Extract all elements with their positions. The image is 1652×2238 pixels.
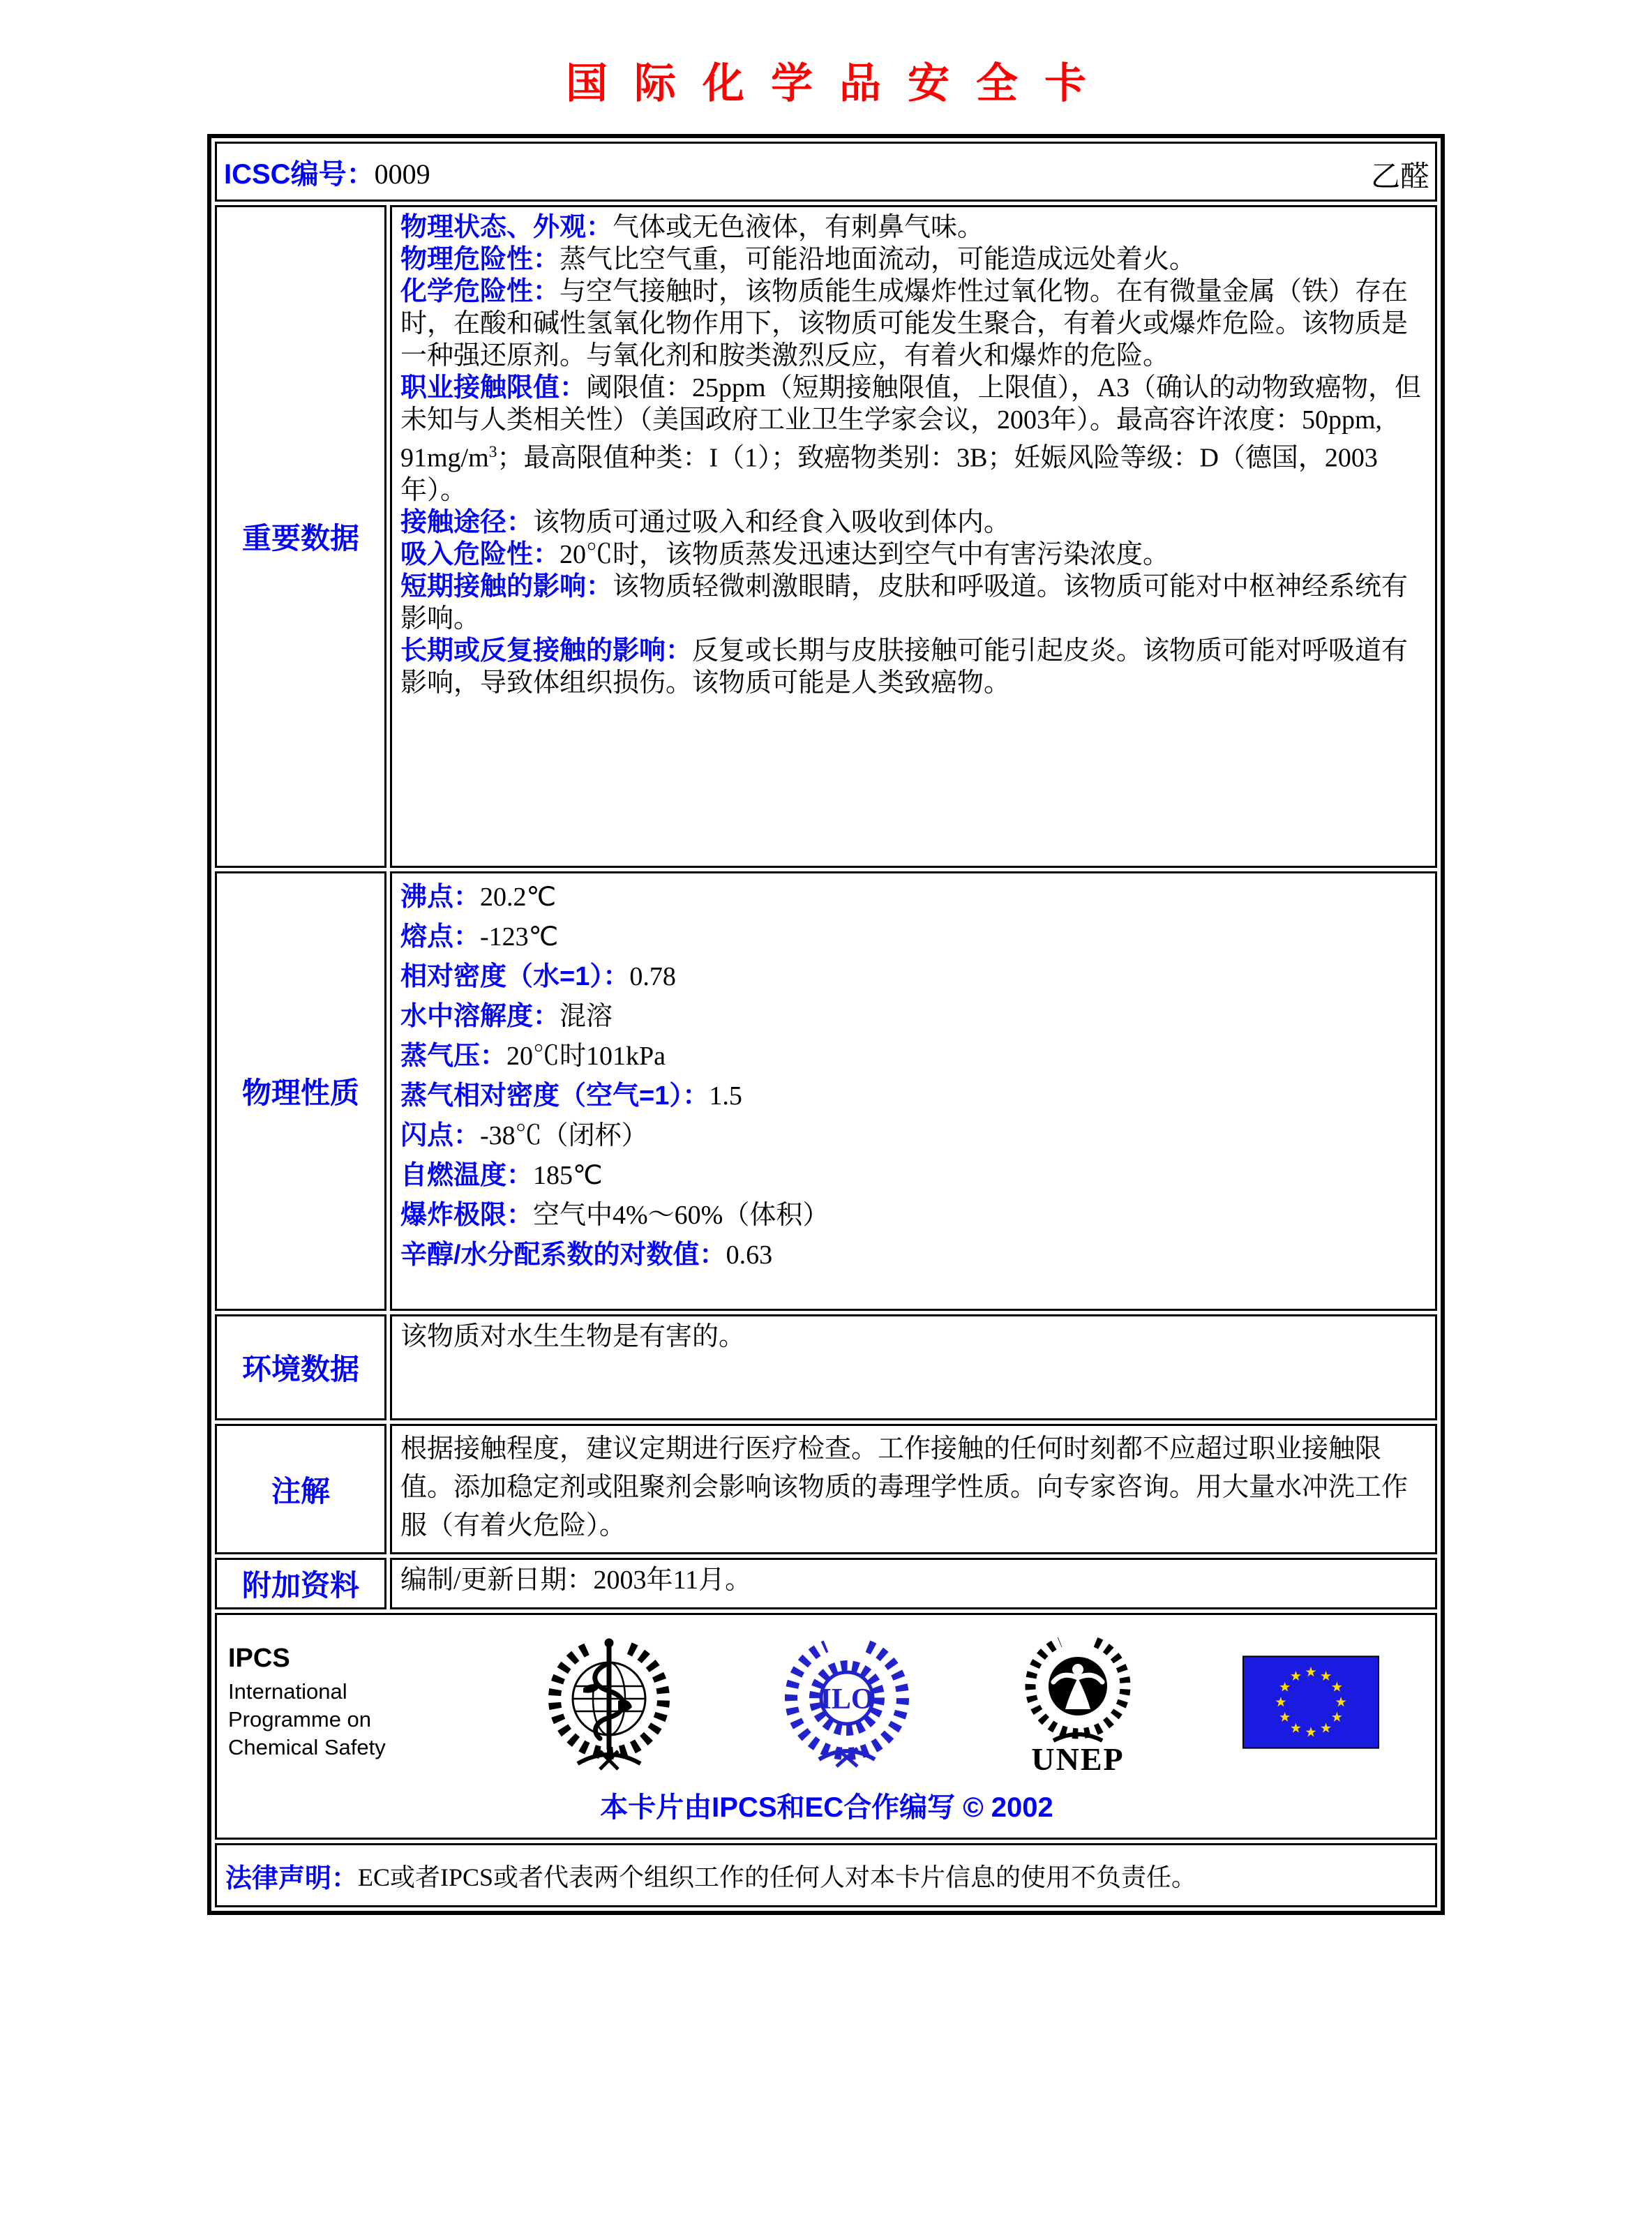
field-text: ；最高限值种类：I（1）；致癌物类别：3B；妊娠风险等级：D（德国，2003年）。 [400,443,1378,505]
physical-item [400,878,1427,917]
row-label-notes: 注解 [215,1424,386,1554]
row-label-important-data: 重要数据 [215,205,386,868]
important-item [400,635,1427,699]
eu-flag-icon [1242,1655,1379,1749]
field-label: 接触途径： [400,507,534,537]
header-row [215,142,1437,202]
legal-text: EC或者IPCS或者代表两个组织工作的任何人对本卡片信息的使用不负责任。 [358,1863,1197,1891]
field-text: 空气中4%～60%（体积） [533,1201,829,1230]
physical-item [400,1037,1427,1076]
physical-properties-row [215,871,1437,1311]
field-text: 20.2℃ [480,883,557,912]
field-label: 沸点： [400,883,481,912]
icsc-number-value: 0009 [374,158,430,190]
row-label-environmental-data: 环境数据 [215,1314,386,1420]
ilo-logo-text: ILO [820,1683,874,1715]
physical-item [400,917,1427,957]
notes-content: 根据接触程度，建议定期进行医疗检查。工作接触的任何时刻都不应超过职业接触限值。添加稳定剂或阻聚剂会影响该物质的毒理学性质。向专家咨询。用大量水冲洗工作服（有着火危险）。 [390,1424,1437,1554]
physical-item [400,1076,1427,1116]
additional-info-content: 编制/更新日期：2003年11月。 [390,1558,1437,1609]
field-text: 20℃时101kPa [506,1042,666,1071]
field-label: 化学危险性： [400,277,560,306]
field-label: 吸入危险性： [400,539,560,569]
physical-item [400,957,1427,997]
field-label: 短期接触的影响： [400,571,613,601]
icsc-number-label: ICSC编号： [224,158,375,190]
important-data-row [215,205,1437,868]
environmental-text: 该物质对水生生物是有害的。 [400,1322,746,1351]
field-label: 长期或反复接触的影响： [400,636,693,666]
physical-item [400,1236,1427,1275]
field-label: 蒸气压： [400,1042,507,1071]
important-item [400,276,1427,372]
field-text: 20℃时，该物质蒸发迅速达到空气中有害污染浓度。 [560,539,1170,569]
field-label: 相对密度（水=1）： [400,962,630,991]
field-text: 蒸气比空气重，可能沿地面流动，可能造成远处着火。 [560,245,1196,274]
important-item [400,539,1427,571]
footer-logos-row [215,1613,1437,1840]
physical-item [400,1156,1427,1196]
icsc-card [207,134,1445,1915]
copyright-line: 本卡片由IPCS和EC合作编写 © 2002 [600,1792,1053,1823]
field-text: 气体或无色液体，有刺鼻气味。 [613,213,984,242]
legal-row [215,1843,1437,1907]
field-label: 物理状态、外观： [400,213,613,242]
logos-strip [225,1625,1428,1775]
field-text: 185℃ [533,1161,603,1190]
field-text: -38℃（闭杯） [480,1121,648,1150]
row-label-physical-properties: 物理性质 [215,871,386,1311]
chemical-name: 乙醛 [1370,161,1429,193]
field-text: 0.63 [726,1240,773,1270]
important-data-content [390,205,1437,868]
ipcs-line: Programme on [228,1706,372,1732]
field-text: 反复或长期与皮肤接触可能引起皮炎。该物质可能对呼吸道有影响，导致体组织损伤。该物质可能是人类致癌物。 [400,636,1409,698]
field-label: 闪点： [400,1121,481,1150]
physical-item [400,1116,1427,1156]
environmental-data-row [215,1314,1437,1420]
field-label: 物理危险性： [400,245,560,274]
field-label: 熔点： [400,922,481,952]
additional-info-row [215,1558,1437,1609]
field-text: 与空气接触时，该物质能生成爆炸性过氧化物。在有微量金属（铁）存在时，在酸和碱性氢氧化物作用下，该物质可能发生聚合，有着火或爆炸危险。该物质是一种强还原剂。与氧化剂和胺类激烈反应，有着火和爆炸的危险。 [400,277,1409,370]
field-label: 自燃温度： [400,1161,534,1190]
field-text: 0.78 [629,962,676,991]
notes-row [215,1424,1437,1554]
row-label-additional-info: 附加资料 [215,1558,386,1609]
field-text: 混溶 [560,1002,613,1031]
field-text: 1.5 [709,1081,742,1111]
physical-item [400,997,1427,1037]
field-label: 爆炸极限： [400,1201,534,1230]
unep-logo-text: UNEP [1031,1741,1125,1775]
field-label: 辛醇/水分配系数的对数值： [400,1240,726,1270]
ipcs-text-block [228,1644,437,1762]
field-text: 该物质可通过吸入和经食入吸收到体内。 [533,507,1011,537]
page-title: 国际化学品安全卡 [566,60,1113,107]
icsc-number-group [224,152,430,192]
legal-label: 法律声明： [225,1863,359,1893]
important-item [400,372,1427,506]
ipcs-line: Chemical Safety [228,1734,386,1759]
ipcs-line: International [228,1678,347,1704]
unep-logo-icon [1019,1629,1137,1775]
field-label: 职业接触限值： [400,373,587,403]
superscript: 3 [488,443,497,461]
field-text: 该物质轻微刺激眼睛，皮肤和呼吸道。该物质可能对中枢神经系统有影响。 [400,571,1409,633]
field-label: 蒸气相对密度（空气=1）： [400,1081,709,1111]
important-item [400,243,1427,276]
important-item [400,506,1427,539]
who-logo-icon [543,1632,675,1772]
physical-item [400,1196,1427,1236]
physical-properties-content [390,871,1437,1311]
environmental-data-content [390,1314,1437,1420]
ilo-logo-icon [781,1634,913,1771]
field-text: -123℃ [480,922,559,952]
important-item [400,571,1427,635]
field-text: 阈限值：25ppm（短期接触限值，上限值），A3（确认的动物致癌物，但未知与人类相关性）（美国政府工业卫生学家会议，2003年）。最高容许浓度：50ppm, 91mg/m [400,373,1422,473]
ipcs-title: IPCS [228,1643,290,1673]
field-label: 水中溶解度： [400,1002,560,1031]
important-item [400,211,1427,243]
